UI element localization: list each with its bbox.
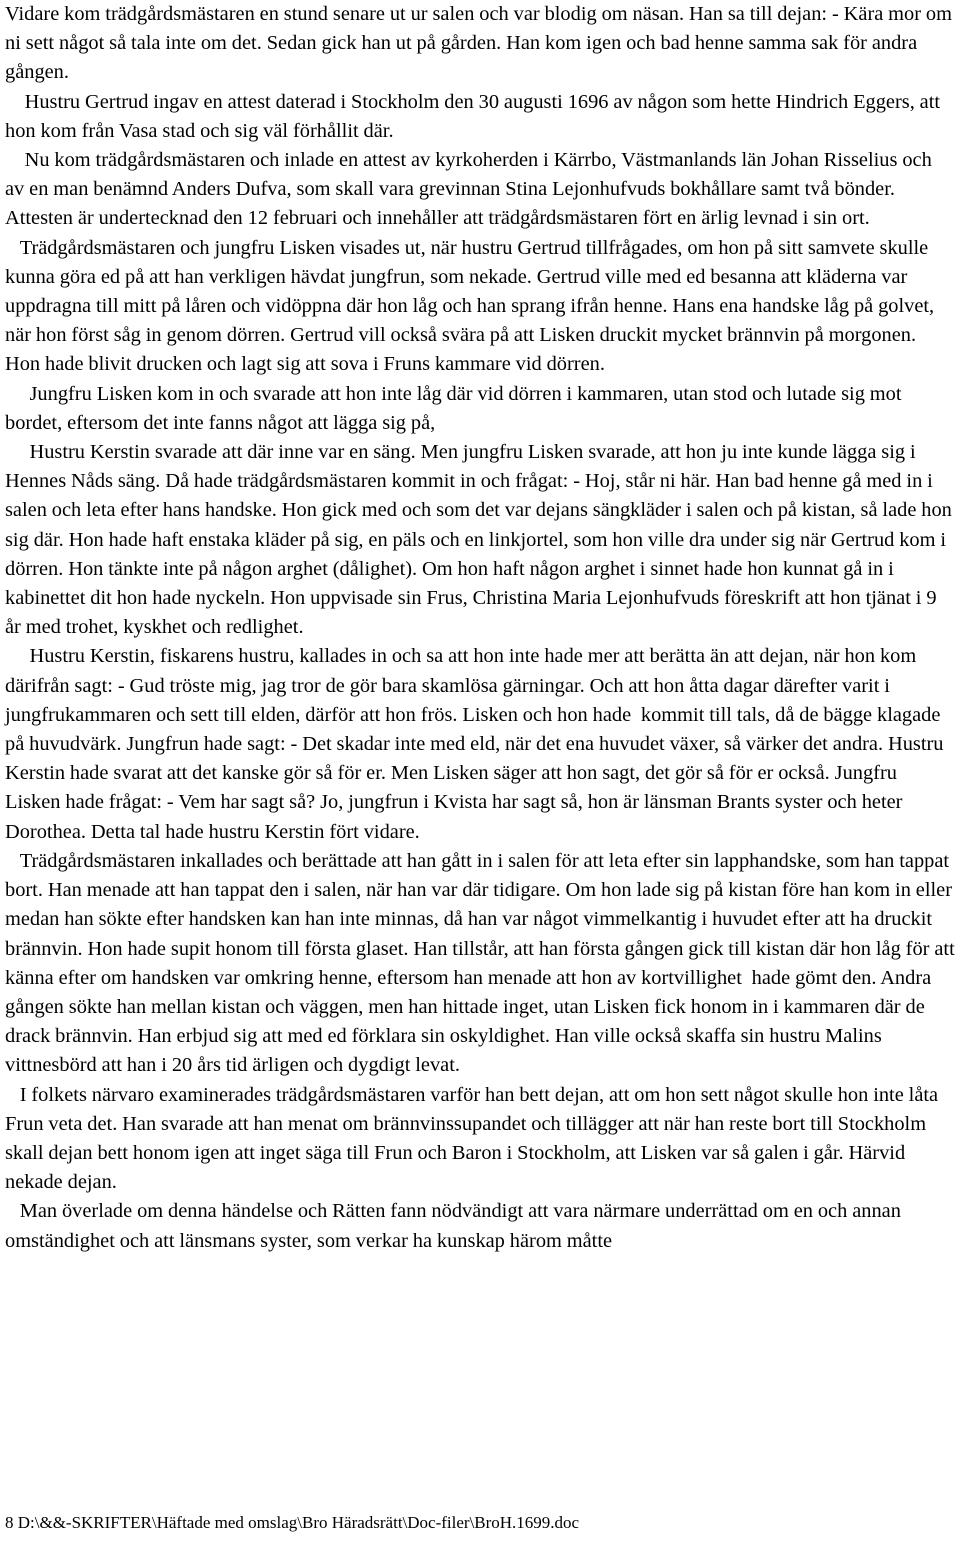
- document-body: [5, 0, 960, 1256]
- paragraph-1: Vidare kom trädgårdsmästaren en stund senare ut ur salen och var blodig om näsan. Han sa till dejan: - Kära mor om ni sett något så tala inte om det. Sedan gick han ut på gården. Han kom igen och bad henne samma sak för andra gången.: [5, 3, 957, 84]
- page-footer: 8 D:\&&-SKRIFTER\Häftade med omslag\Bro Häradsrätt\Doc-filer\BroH.1699.doc: [5, 1513, 580, 1532]
- paragraph-4: Trädgårdsmästaren och jungfru Lisken visades ut, när hustru Gertrud tillfrågades, om hon på sitt samvete skulle kunna göra ed på att han verkligen hävdat jungfrun, som nekade. Gertrud ville med ed besanna att kläderna var uppdragna till mitt på låren och vidöppna där hon låg och han sprang ifrån henne. Hans ena handske låg på golvet, när hon först såg in genom dörren. Gertrud vill också svära på att Lisken druckit mycket brännvin på morgonen. Hon hade blivit drucken och lagt sig att sova i Fruns kammare vid dörren.: [5, 236, 940, 376]
- paragraph-5: Jungfru Lisken kom in och svarade att hon inte låg där vid dörren i kammaren, utan stod och lutade sig mot bordet, eftersom det inte fanns något att lägga sig på,: [5, 382, 907, 434]
- paragraph-10: Man överlade om denna händelse och Rätten fann nödvändigt att vara närmare underrättad om en och annan omständighet och att länsmans syster, som verkar ha kunskap härom måtte: [5, 1200, 906, 1252]
- paragraph-7: Hustru Kerstin, fiskarens hustru, kallades in och sa att hon inte hade mer att berätta än att dejan, när hon kom därifrån sagt: - Gud tröste mig, jag tror de gör bara skamlösa gärningar. Och att hon åtta dagar därefter varit i jungfrukammaren och sett till elden, därför att hon frös. Lisken och hon hade kommit till tals, då de bägge klagade på huvudvärk. Jungfrun hade sagt: - Det skadar inte med eld, när det ena huvudet växer, så värker det andra. Hustru Kerstin hade svarat att det kanske gör så för er. Men Lisken säger att hon sagt, det gör så för er också. Jungfru Lisken hade frågat: - Vem har sagt så? Jo, jungfrun i Kvista har sagt så, hon är länsman Brants syster och heter Dorothea. Detta tal hade hustru Kerstin fört vidare.: [5, 645, 949, 843]
- paragraph-6: Hustru Kerstin svarade att där inne var en säng. Men jungfru Lisken svarade, att hon ju inte kunde lägga sig i Hennes Nåds säng. Då hade trädgårdsmästaren kommit in och frågat: - Hoj, står ni här. Han bad henne gå med in i salen och leta efter hans handske. Hon gick med och som det var dejans sängkläder i salen och på kistan, så lade hon sig där. Hon hade haft enstaka kläder på sig, en päls och en linkjortel, som hon ville dra under sig när Gertrud kom i dörren. Hon tänkte inte på någon arghet (dålighet). Om hon haft någon arghet i sinnet hade hon kunnat gå in i kabinettet dit hon hade nyckeln. Hon uppvisade sin Frus, Christina Maria Lejonhufvuds föreskrift att hon tjänat i 9 år med trohet, kyskhet och redlighet.: [5, 441, 957, 639]
- paragraph-8: Trädgårdsmästaren inkallades och berättade att han gått in i salen för att leta efter sin lapphandske, som han tappat bort. Han menade att han tappat den i salen, när han var där tidigare. Om hon lade sig på kistan före han kom in eller medan han sökte efter handsken kan han inte minnas, då han var något vimmelkantig i huvudet efter att ha druckit brännvin. Hon hade supit honom till första glaset. Han tillstår, att han första gången gick till kistan där hon låg för att känna efter om handsken var omkring henne, eftersom han menade att hon av kortvillighet hade gömt den. Andra gången sökte han mellan kistan och väggen, men han hittade inget, utan Lisken fick honom in i kammaren där de drack brännvin. Han erbjud sig att med ed förklara sin oskyldighet. Han ville också skaffa sin hustru Malins vittnesbörd att han i 20 års tid ärligen och dygdigt levat.: [5, 849, 960, 1077]
- paragraph-2: Hustru Gertrud ingav en attest daterad i Stockholm den 30 augusti 1696 av någon som hette Hindrich Eggers, att hon kom från Vasa stad och sig väl förhållit där.: [5, 90, 945, 142]
- paragraph-3: Nu kom trädgårdsmästaren och inlade en attest av kyrkoherden i Kärrbo, Västmanlands län Johan Risselius och av en man benämnd Anders Dufva, som skall vara grevinnan Stina Lejonhufvuds bokhållare samt två bönder. Attesten är undertecknad den 12 februari och innehåller att trädgårdsmästaren fört en ärlig levnad i sin ort.: [5, 149, 937, 230]
- paragraph-9: I folkets närvaro examinerades trädgårdsmästaren varför han bett dejan, att om hon sett något skulle hon inte låta Frun veta det. Han svarade att han menat om brännvinssupandet och tillägger att när han reste bort till Stockholm skall dejan bett honom igen att inget säga till Frun och Baron i Stockholm, att Lisken var så galen i går. Härvid nekade dejan.: [5, 1083, 943, 1194]
